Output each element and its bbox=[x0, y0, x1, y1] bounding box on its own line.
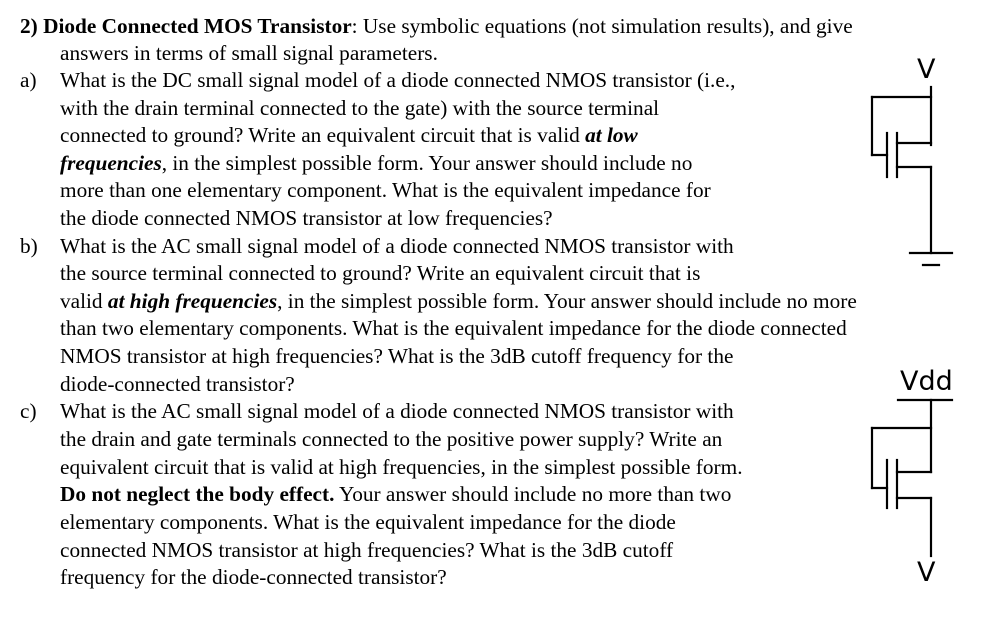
part-c-line-3: equivalent circuit that is valid at high frequencies, in the simplest possible form. bbox=[60, 455, 743, 479]
part-a-line-2: with the drain terminal connected to the gate) with the source terminal bbox=[60, 96, 660, 120]
part-c-line-4-text: Your answer should include no more than two bbox=[334, 482, 732, 506]
part-b-line-4: than two elementary components. What is the equivalent impedance for the diode connected bbox=[60, 316, 847, 340]
part-b-line-3 bbox=[60, 288, 857, 315]
part-b-line-3-text-c: , in the simplest possible form. Your answer should include no more bbox=[277, 289, 857, 313]
part-a-line-6: the diode connected NMOS transistor at low frequencies? bbox=[60, 206, 553, 230]
part-c-line-4 bbox=[60, 481, 731, 508]
bottom-circuit-diagram bbox=[860, 398, 960, 568]
part-c-line-2: the drain and gate terminals connected to the positive power supply? Write an bbox=[60, 427, 723, 451]
part-c-marker: c) bbox=[20, 399, 37, 423]
part-a-line-4-text: , in the simplest possible form. Your answer should include no bbox=[161, 151, 693, 175]
intro-line-2: answers in terms of small signal parameters. bbox=[60, 41, 438, 65]
bottom-circuit-node-label: V bbox=[917, 557, 936, 588]
supply-label: Vdd bbox=[900, 366, 953, 397]
part-b-line-1: What is the AC small signal model of a diode connected NMOS transistor with bbox=[60, 234, 734, 258]
part-b-line-6: diode-connected transistor? bbox=[60, 372, 295, 396]
part-a-line-1: What is the DC small signal model of a diode connected NMOS transistor (i.e., bbox=[60, 68, 736, 92]
part-a-line-3-text: connected to ground? Write an equivalent circuit that is valid bbox=[60, 123, 580, 147]
part-a-marker: a) bbox=[20, 68, 37, 92]
emphasis-frequencies: frequencies bbox=[60, 151, 162, 175]
emphasis-at-high-frequencies: at high frequencies bbox=[107, 289, 278, 313]
emphasis-body-effect: Do not neglect the body effect. bbox=[60, 482, 335, 506]
part-b-marker: b) bbox=[20, 234, 38, 258]
intro-line-1: : Use symbolic equations (not simulation results), and give bbox=[351, 14, 853, 38]
top-circuit-diagram bbox=[860, 85, 960, 285]
part-b-line-5: NMOS transistor at high frequencies? What is the 3dB cutoff frequency for the bbox=[60, 344, 734, 368]
heading-line bbox=[20, 13, 853, 40]
emphasis-at-low: at low bbox=[585, 123, 638, 147]
part-b-line-2: the source terminal connected to ground? Write an equivalent circuit that is bbox=[60, 261, 701, 285]
part-c-line-5: elementary components. What is the equivalent impedance for the diode bbox=[60, 510, 676, 534]
part-c-line-6: connected NMOS transistor at high frequencies? What is the 3dB cutoff bbox=[60, 538, 674, 562]
question-heading: 2) Diode Connected MOS Transistor bbox=[20, 14, 352, 38]
part-a-line-5: more than one elementary component. What is the equivalent impedance for bbox=[60, 178, 711, 202]
part-c-line-7: frequency for the diode-connected transistor? bbox=[60, 565, 447, 589]
top-circuit-node-label: V bbox=[917, 54, 936, 85]
part-b-line-3-text-a: valid bbox=[60, 289, 103, 313]
part-a-line-4 bbox=[60, 150, 692, 177]
part-a-line-3 bbox=[60, 122, 638, 149]
part-c-line-1: What is the AC small signal model of a diode connected NMOS transistor with bbox=[60, 399, 734, 423]
